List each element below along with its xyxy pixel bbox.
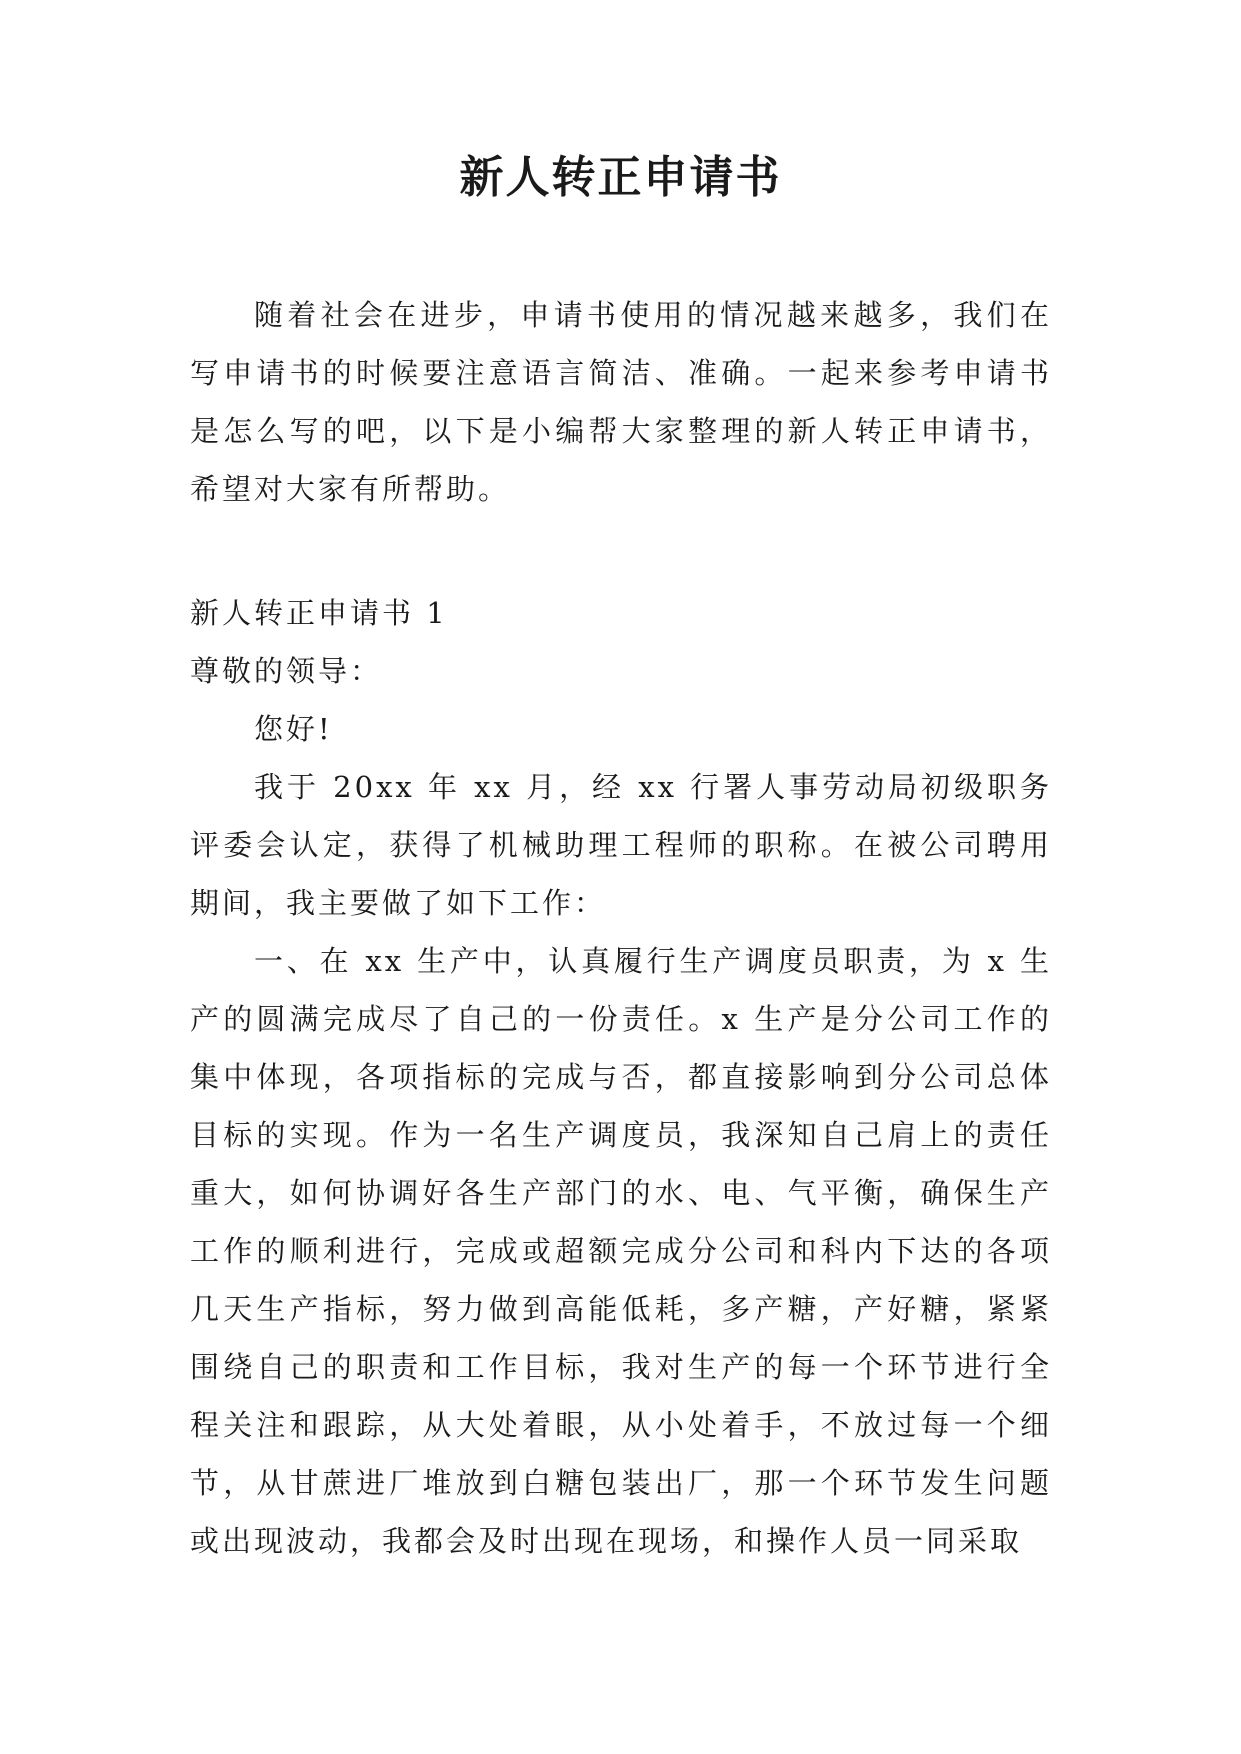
section-heading: 新人转正申请书 1	[190, 596, 448, 630]
document-title: 新人转正申请书	[459, 152, 782, 203]
body-paragraph-1: 我于 20xx 年 xx 月，经 xx 行署人事劳动局初级职务评委会认定，获得了机械助理工程师的职称。在被公司聘用期间，我主要做了如下工作：	[190, 770, 1052, 920]
body-paragraph-2: 一、在 xx 生产中，认真履行生产调度员职责，为 x 生产的圆满完成尽了自己的一份责任。x 生产是分公司工作的集中体现，各项指标的完成与否，都直接影响到分公司总体目标的实现。作为一名生产调度员，我深知自己肩上的责任重大，如何协调好各生产部门的水、电、气平衡，确保生产工作的顺利进行，完成或超额完成分公司和科内下达的各项几天生产指标，努力做到高能低耗，多产糖，产好糖，紧紧围绕自己的职责和工作目标，我对生产的每一个环节进行全程关注和跟踪，从大处着眼，从小处着手，不放过每一个细节，从甘蔗进厂堆放到白糖包装出厂，那一个环节发生问题或出现波动，我都会及时出现在现场，和操作人员一同采取	[190, 944, 1052, 1558]
intro-block	[190, 286, 1052, 518]
intro-paragraph: 随着社会在进步，申请书使用的情况越来越多，我们在写申请书的时候要注意语言简洁、准确。一起来参考申请书是怎么写的吧，以下是小编帮大家整理的新人转正申请书，希望对大家有所帮助。	[190, 298, 1052, 506]
letter-body	[190, 584, 1052, 1570]
salutation: 尊敬的领导：	[190, 654, 383, 688]
greeting: 您好!	[254, 712, 333, 746]
